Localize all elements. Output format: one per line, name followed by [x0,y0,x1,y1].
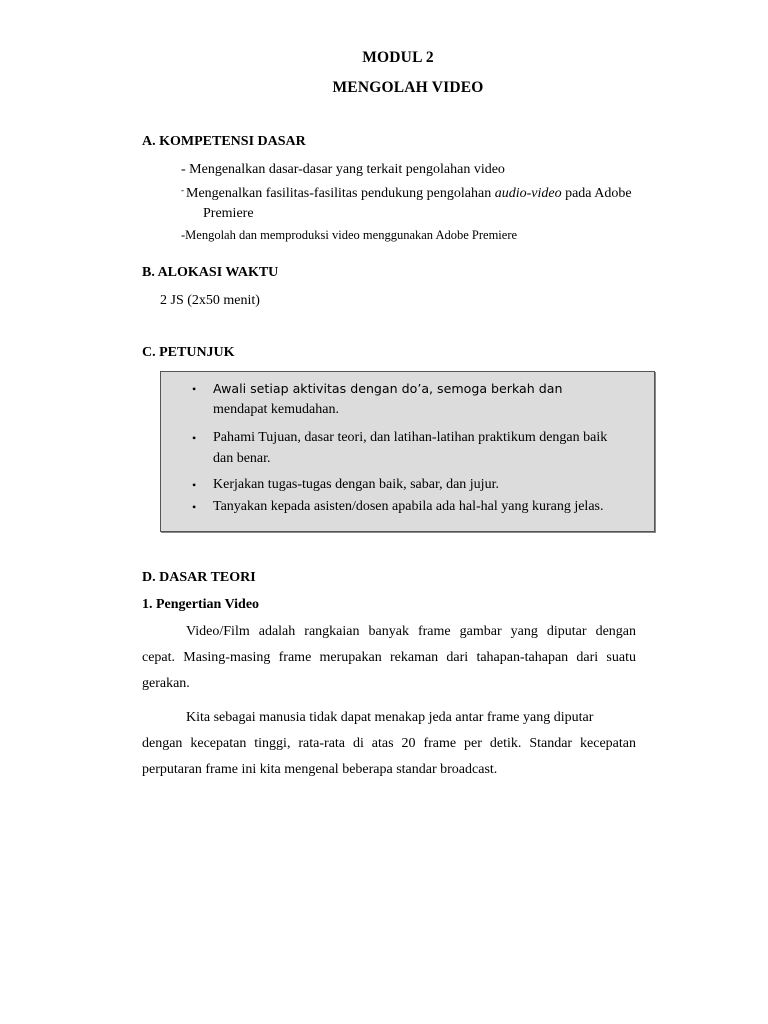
section-b-heading: B. ALOKASI WAKTU [142,265,279,280]
competency-item-2 [181,185,632,202]
bullet-icon: • [192,382,197,396]
competency-item-3-dash: - [181,228,186,242]
competency-item-1: - Mengenalkan dasar-dasar yang terkait pengolahan video [181,162,505,177]
bullet-icon: • [192,500,197,514]
instruction-item-1-line-2: mendapat kemudahan. [213,402,339,417]
instruction-item-3: Kerjakan tugas-tugas dengan baik, sabar, dan jujur. [213,477,499,492]
competency-item-2-text-end: pada Adobe [561,186,632,201]
competency-item-2-continuation: Premiere [203,206,254,221]
paragraph-1-line-1: Video/Film adalah rangkaian banyak frame gambar yang diputar dengan [186,624,636,639]
paragraph-1-line-3: gerakan. [142,676,190,691]
competency-item-3 [181,228,517,243]
paragraph-2-line-3: perputaran frame ini kita mengenal beberapa standar broadcast. [142,762,498,777]
instruction-item-2-line-2: dan benar. [213,451,271,466]
competency-item-2-dash: - [181,185,184,195]
section-a-heading: A. KOMPETENSI DASAR [142,134,306,149]
paragraph-2-line-2: dengan kecepatan tinggi, rata-rata di atas 20 frame per detik. Standar kecepatan [142,736,636,751]
bullet-icon: • [192,431,197,445]
section-d-heading: D. DASAR TEORI [142,570,256,585]
paragraph-2 [142,705,636,783]
instructions-box [160,371,655,532]
subsection-heading: 1. Pengertian Video [142,597,260,612]
module-title: MODUL 2 [362,49,434,66]
instruction-item-4: Tanyakan kepada asisten/dosen apabila ada hal-hal yang kurang jelas. [213,499,604,514]
module-subtitle: MENGOLAH VIDEO [332,79,484,96]
time-allocation-value: 2 JS (2x50 menit) [160,293,260,308]
competency-item-2-text: Mengenalkan fasilitas-fasilitas pendukung pengolahan [186,186,495,201]
section-c-heading: C. PETUNJUK [142,345,235,360]
competency-item-2-italic: audio-video [494,186,562,201]
instruction-item-2-line-1: Pahami Tujuan, dasar teori, dan latihan-latihan praktikum dengan baik [213,430,608,445]
bullet-icon: • [192,478,197,492]
paragraph-1-line-2: cepat. Masing-masing frame merupakan rekaman dari tahapan-tahapan dari suatu [142,650,636,665]
instruction-item-1-line-1: Awali setiap aktivitas dengan do’a, semoga berkah dan [213,381,563,396]
paragraph-2-line-1: Kita sebagai manusia tidak dapat menakap jeda antar frame yang diputar [186,710,594,725]
paragraph-1 [142,619,636,697]
competency-item-3-text: Mengolah dan memproduksi video menggunakan Adobe Premiere [185,228,518,242]
